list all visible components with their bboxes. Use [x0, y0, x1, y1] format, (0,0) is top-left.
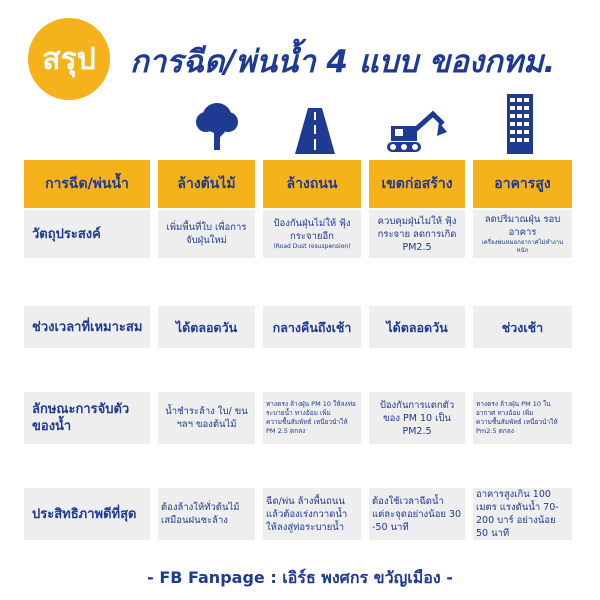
table-cell: อาคารสูงเกิน 100 เมตร แรงดันน้ำ 70-200 บาร์ อย่างน้อย 50 นาที — [473, 488, 572, 540]
building-icon — [507, 94, 533, 154]
header — [28, 18, 588, 96]
table-cell: ควบคุมฝุ่นไม่ให้ ฟุ้งกระจาย ลดการเกิด PM2.5 — [369, 210, 465, 258]
row-label-objective: วัตถุประสงค์ — [24, 210, 150, 258]
table-header-row — [24, 160, 572, 208]
table-cell: เพิ่มพื้นที่ใบ เพื่อการจับฝุ่นใหม่ — [158, 210, 255, 258]
page-title: การฉีด/พ่นน้ำ 4 แบบ ของกทม. — [130, 44, 556, 80]
table-cell — [473, 210, 572, 258]
row-label-timing: ช่วงเวลาที่เหมาะสม — [24, 306, 150, 348]
cell-note: (Road Dust resuspension) — [273, 243, 351, 250]
table-row — [24, 210, 572, 258]
row-label-efficiency: ประสิทธิภาพดีที่สุด — [24, 488, 150, 540]
table-cell: กลางคืนถึงเช้า — [263, 306, 361, 348]
table-row — [24, 488, 572, 540]
table-cell — [263, 210, 361, 258]
header-wash-trees: ล้างต้นไม้ — [158, 160, 255, 208]
excavator-icon — [385, 108, 449, 154]
table-cell: ป้องกันการแตกตัวของ PM 10 เป็น PM2.5 — [369, 392, 465, 444]
table-row — [24, 392, 572, 444]
table-cell: ต้องใช้เวลาฉีดน้ำ แต่ละจุดอย่างน้อย 30 -50 นาที — [369, 488, 465, 540]
cell-note: เครื่องพ่นหมอกอากาศไม่ทำงานหนัก — [481, 239, 564, 254]
table-cell: น้ำชำระล้าง ใบ/ ขน ฯลฯ ของต้นไม้ — [158, 392, 255, 444]
table-cell: ทางตรง ล้างฝุ่น PM 10 ในอากาศ ทางอ้อม เพิ่มความชื้นสัมพัทธ์ เหนี่ยวนำให้ Pm2.5 ตกลง — [473, 392, 572, 444]
header-high-rise: อาคารสูง — [473, 160, 572, 208]
table-cell: ช่วงเช้า — [473, 306, 572, 348]
header-construction-zone: เขตก่อสร้าง — [369, 160, 465, 208]
table-row — [24, 306, 572, 348]
table-cell: ได้ตลอดวัน — [369, 306, 465, 348]
cell-text: ลดปริมาณฝุ่น รอบอาคาร — [484, 214, 561, 238]
road-icon — [295, 108, 335, 154]
table-cell: ได้ตลอดวัน — [158, 306, 255, 348]
table-cell: ฉีด/พ่น ล้างพื้นถนน แล้วต้องเร่งกวาดน้ำ ให้ลงสู่ท่อระบายน้ำ — [263, 488, 361, 540]
tree-icon — [192, 100, 242, 152]
cell-text: ป้องกันฝุ่นไม่ให้ ฟุ้งกระจายอีก — [273, 218, 351, 242]
summary-badge: สรุป — [28, 18, 110, 100]
header-wash-roads: ล้างถนน — [263, 160, 361, 208]
table-cell: ต้องล้างให้ทั่วต้นไม้ เสมือนฝนชะล้าง — [158, 488, 255, 540]
header-method: การฉีด/พ่นน้ำ — [24, 160, 150, 208]
table-cell: ทางตรง ล้างฝุ่น PM 10 ให้ลงท่อระบายน้ำ ทางอ้อม เพิ่มความชื้นสัมพัทธ์ เหนี่ยวนำให้ PM 2.5 ตกลง — [263, 392, 361, 444]
row-label-binding: ลักษณะการจับตัว ของน้ำ — [24, 392, 150, 444]
footer-credit: - FB Fanpage : เอิร์ธ พงศกร ขวัญเมือง - — [147, 568, 453, 587]
